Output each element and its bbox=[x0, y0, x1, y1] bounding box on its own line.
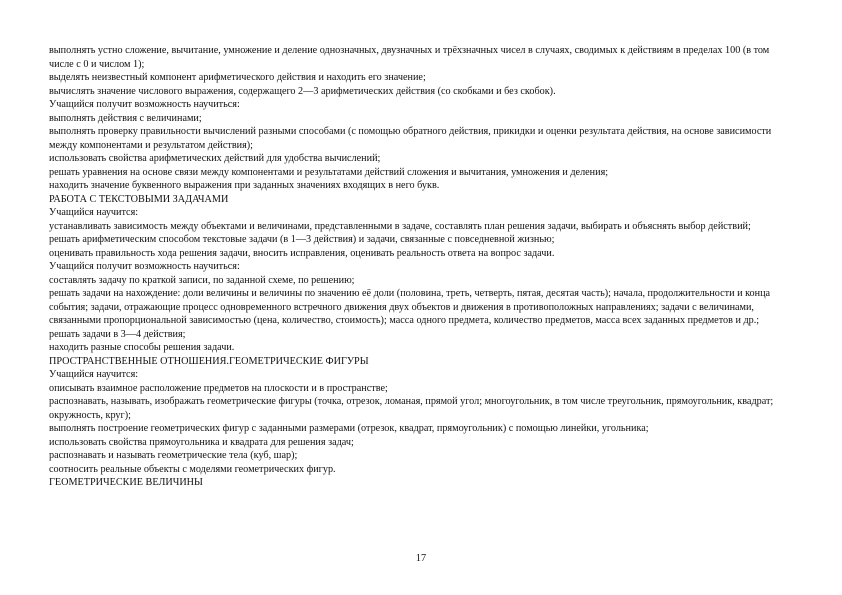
text-line: решать задачи в 3—4 действия; bbox=[49, 328, 186, 340]
text-line: использовать свойства арифметических действий для удобства вычислений; bbox=[49, 153, 381, 164]
text-line: выполнять построение геометрических фигур с заданными размерами (отрезок, квадрат, прямоугольник) с помощью линейки, угольника; bbox=[49, 423, 649, 434]
text-line: оценивать правильность хода решения задачи, вносить исправления, оценивать реальность ответа на вопрос задачи. bbox=[49, 247, 555, 259]
text-line: распознавать и называть геометрические тела (куб, шар); bbox=[49, 450, 298, 461]
text-line: составлять задачу по краткой записи, по заданной схеме, по решению; bbox=[49, 274, 355, 286]
text-line: описывать взаимное расположение предметов на плоскости и в пространстве; bbox=[49, 382, 388, 394]
text-line: распознавать, называть, изображать геометрические фигуры (точка, отрезок, ломаная, прямой угол; многоугольник, в том числе треугольник, прямоугольник, квадрат; окружность, круг); bbox=[49, 396, 774, 421]
text-line: Учащийся получит возможность научиться: bbox=[49, 99, 240, 110]
text-line: Учащийся научится: bbox=[49, 207, 139, 218]
text-line: Учащийся получит возможность научиться: bbox=[49, 261, 240, 272]
text-line: устанавливать зависимость между объектами и величинами, представленными в задаче, составлять план решения задачи, выбирать и объяснять выбор действий; bbox=[49, 220, 751, 232]
page-number: 17 bbox=[415, 553, 427, 564]
text-line: решать задачи на нахождение: доли величины и величины по значению её доли (половина, треть, четверть, пятая, десятая часть); начала, продолжительности и конца события; задачи, отражающие процесс одновременного встречного движения двух объектов и движения в противоположных направлениях; задачи с величинами, связанными пропорциональной зависимостью (цена, количество, стоимость); масса одного предмета, количество предметов, масса всех заданных предметов и др.; bbox=[49, 288, 771, 326]
text-line: выделять неизвестный компонент арифметического действия и находить его значение; bbox=[49, 72, 426, 83]
section-heading: ГЕОМЕТРИЧЕСКИЕ ВЕЛИЧИНЫ bbox=[49, 477, 203, 488]
document-body bbox=[49, 44, 794, 490]
section-heading: ПРОСТРАНСТВЕННЫЕ ОТНОШЕНИЯ.ГЕОМЕТРИЧЕСКИЕ ФИГУРЫ bbox=[49, 355, 369, 367]
text-line: выполнять действия с величинами; bbox=[49, 112, 202, 124]
text-line: решать уравнения на основе связи между компонентами и результатами действий сложения и вычитания, умножения и деления; bbox=[49, 166, 609, 178]
text-line: Учащийся научится: bbox=[49, 369, 139, 380]
text-line: соотносить реальные объекты с моделями геометрических фигур. bbox=[49, 463, 336, 475]
text-line: выполнять проверку правильности вычислений разными способами (с помощью обратного действия, прикидки и оценки результата действия, на основе зависимости между компонентами и результатом действия); bbox=[49, 126, 772, 151]
text-line: решать арифметическим способом текстовые задачи (в 1—3 действия) и задачи, связанные с повседневной жизнью; bbox=[49, 234, 555, 245]
text-line: использовать свойства прямоугольника и квадрата для решения задач; bbox=[49, 436, 354, 448]
text-line: вычислять значение числового выражения, содержащего 2—3 арифметических действия (со скобками и без скобок). bbox=[49, 85, 556, 97]
text-line: находить разные способы решения задачи. bbox=[49, 342, 235, 353]
text-line: выполнять устно сложение, вычитание, умножение и деление однозначных, двузначных и трёхзначных чисел в случаях, сводимых к действиям в пределах 100 (в том числе с 0 и числом 1); bbox=[49, 45, 770, 70]
section-heading: РАБОТА С ТЕКСТОВЫМИ ЗАДАЧАМИ bbox=[49, 193, 229, 205]
text-line: находить значение буквенного выражения при заданных значениях входящих в него букв. bbox=[49, 180, 440, 191]
